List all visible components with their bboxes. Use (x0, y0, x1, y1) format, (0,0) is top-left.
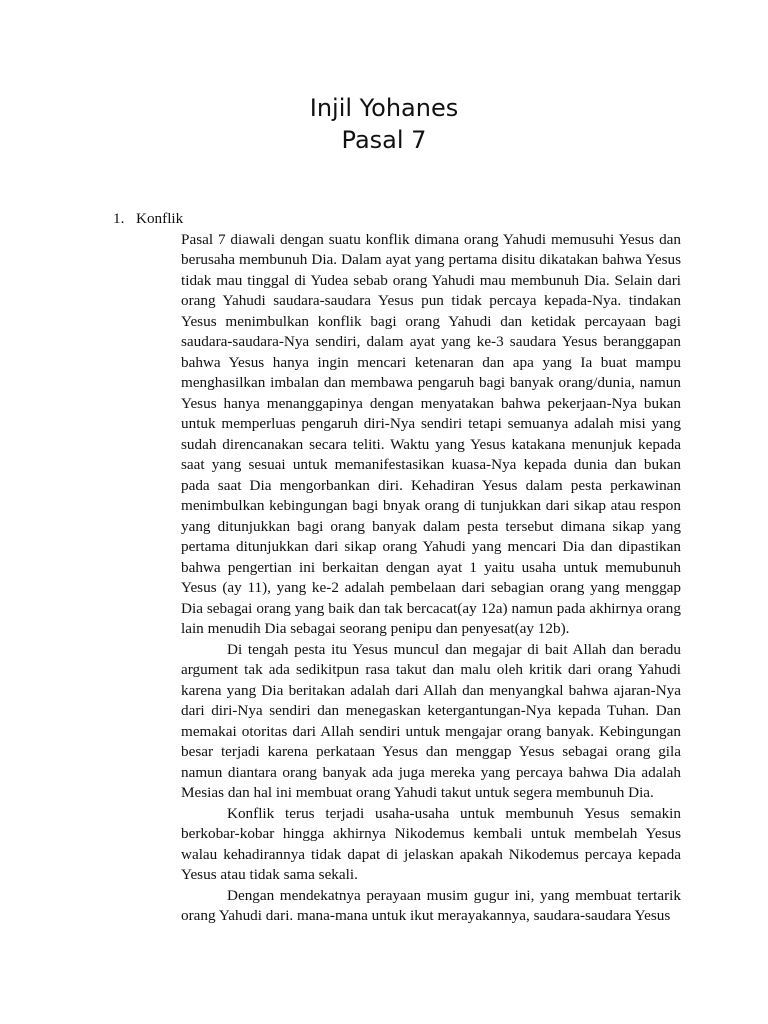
document-title (0, 92, 768, 156)
section-heading: Konflik (136, 210, 184, 227)
title-line-book: Injil Yohanes (309, 94, 459, 122)
section-body (181, 230, 681, 927)
paragraph-3: Konflik terus terjadi usaha-usaha untuk membunuh Yesus semakin berkobar-kobar hingga akhirnya Nikodemus kembali untuk membelah Yesus walau kehadirannya tidak dapat di jelaskan apakah Nikodemus percaya kepada Yesus atau tidak sama sekali. (181, 804, 681, 883)
paragraph-4: Dengan mendekatnya perayaan musim gugur ini, yang membuat tertarik orang Yahudi dari. mana-mana untuk ikut merayakannya, saudara-saudara Yesus (181, 886, 681, 924)
list-item-header (0, 209, 768, 230)
paragraph-1: Pasal 7 diawali dengan suatu konflik dimana orang Yahudi memusuhi Yesus dan berusaha membunuh Dia. Dalam ayat yang pertama disitu dikatakan bahwa Yesus tidak mau tinggal di Yudea sebab orang Yahudi mau membunuh Dia. Selain dari orang Yahudi saudara-saudara Yesus pun tidak percaya kepada-Nya. tindakan Yesus menimbulkan konflik bagi orang Yahudi dan ketidak percayaan bagi saudara-saudara-Nya sendiri, dalam ayat yang ke-3 saudara Yesus beranggapan bahwa Yesus hanya ingin mencari ketenaran dan apa yang Ia buat mampu menghasilkan imbalan dan membawa pengaruh bagi banyak orang/dunia, namun Yesus hanya menanggapinya dengan menyatakan bahwa pekerjaan-Nya bukan untuk memperluas pengaruh diri-Nya sendiri tetapi semuanya adalah misi yang sudah direncanakan secara teliti. Waktu yang Yesus katakana menunjuk kepada saat yang sesuai untuk memanifestasikan kuasa-Nya kepada dunia dan bukan pada saat Dia mengorbankan diri. Kehadiran Yesus dalam pesta perkawinan menimbulkan kebingungan bagi bnyak orang di tunjukkan dari sikap atau respon yang ditunjukkan bagi orang banyak dalam pesta tersebut dimana sikap yang pertama ditunjukkan dari sikap orang Yahudi yang mencari Dia dan dipastikan bahwa pengertian ini berkaitan dengan ayat 1 yaitu usaha untuk memubunuh Yesus (ay 11), yang ke-2 adalah pembelaan dari sebagian orang yang menggap Dia sebagai orang yang baik dan tak bercacat(ay 12a) namun pada akhirnya orang lain menudih Dia sebagai seorang penipu dan penyesat(ay 12b). (181, 230, 681, 637)
title-line-chapter: Pasal 7 (341, 126, 427, 154)
list-number: 1. (113, 210, 125, 227)
paragraph-2: Di tengah pesta itu Yesus muncul dan megajar di bait Allah dan beradu argument tak ada sedikitpun rasa takut dan malu oleh kritik dari orang Yahudi karena yang Dia beritakan adalah dari Allah dan menyangkal bahwa ajaran-Nya dari diri-Nya sendiri dan menegaskan ketergantungan-Nya kepada Tuhan. Dan memakai otoritas dari Allah sendiri untuk mengajar orang banyak. Kebingungan besar terjadi karena perkataan Yesus dan menggap Yesus sebagai orang gila namun diantara orang banyak ada juga mereka yang percaya bahwa Dia adalah Mesias dan hal ini membuat orang Yahudi takut untuk segera membunuh Dia. (181, 640, 681, 801)
section-konflik (0, 209, 768, 924)
